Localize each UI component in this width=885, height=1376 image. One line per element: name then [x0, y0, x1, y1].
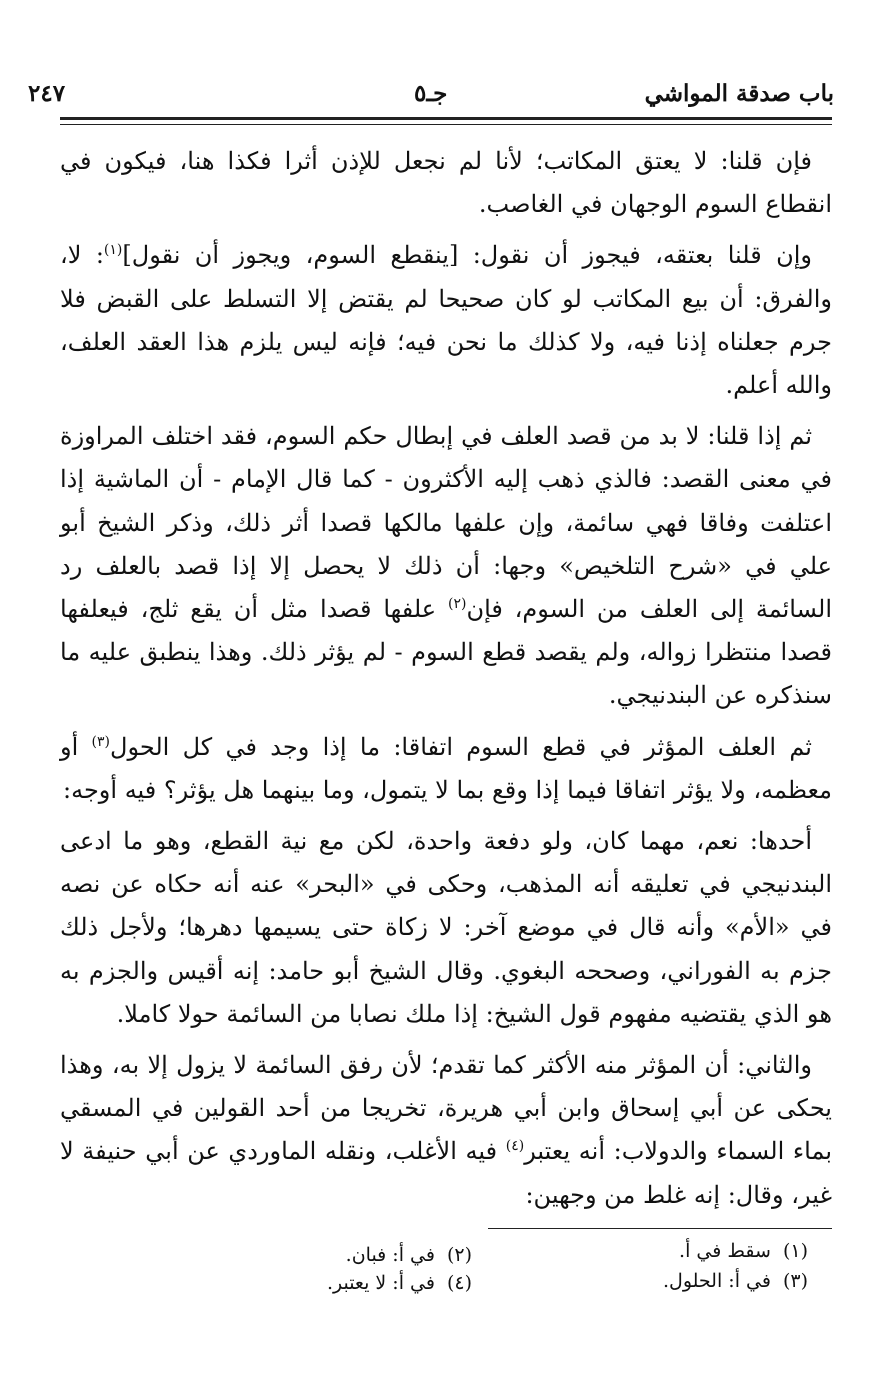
paragraph-text: وإن قلنا بعتقه، فيجوز أن نقول: [ينقطع السوم، ويجوز أن نقول] [122, 241, 812, 270]
page-header [28, 80, 834, 114]
volume-label: جـ٥ [414, 80, 448, 107]
paragraph-2 [60, 234, 832, 407]
main-text [60, 140, 832, 1225]
footnote-2 [346, 1242, 472, 1268]
paragraph-text: ثم إذا قلنا: لا بد من قصد العلف في إبطال حكم السوم، فقد اختلف المراوزة في معنى القصد: فالذي ذهب إليه الأكثرون - كما قال الإمام - أن الماشية إذا اعتلفت وفاقا فهي سائمة، وإن علفها مالكها قصدا أثر ذلك، وذكر الشيخ أبو علي في «شرح التلخيص» وجها: أن ذلك لا يحصل إلا إذا قصد بالعلف رد السائمة إلى العلف من السوم، فإن [60, 422, 833, 624]
footnote-ref: (١) [103, 242, 123, 259]
footnote-text: في أ: الحلول. [662, 1270, 771, 1292]
paragraph-3 [60, 415, 832, 717]
paragraph-text: ثم العلف المؤثر في قطع السوم اتفاقا: ما إذا وجد في كل الحول [110, 732, 812, 761]
footnote-ref: (٢) [447, 596, 467, 613]
paragraph-text: والثاني: أن المؤثر منه الأكثر كما تقدم؛ لأن رفق السائمة لا يزول إلا به، وهذا يحكى عن أبي إسحاق وابن أبي هريرة، تخريجا من أحد القولين في المسقي بماء السماء والدولاب: أنه يعتبر [60, 1051, 833, 1166]
header-rule [60, 117, 832, 120]
footnote-text: سقط في أ. [679, 1240, 771, 1262]
footnote-ref: (٣) [91, 733, 111, 750]
footnote-number: (٤) [446, 1272, 472, 1294]
paragraph-text: : لا، والفرق: أن بيع المكاتب لو كان صحيحا لم يقتض إلا التسلط على القبض فلا جرم جعلناه إذنا فيه، ولا كذلك ما نحن فيه؛ فإنه ليس يلزم هذا العقد العلف، والله أعلم. [60, 241, 832, 400]
header-rule-thin [60, 124, 832, 125]
chapter-title: باب صدقة المواشي [644, 80, 834, 107]
paragraph-text: فيه الأغلب، ونقله الماوردي عن أبي حنيفة لا غير، وقال: إنه غلط من وجهين: [60, 1137, 832, 1209]
footnote-ref: (٤) [505, 1138, 525, 1155]
paragraph-text: علفها قصدا مثل أن يقع ثلج، فيعلفها قصدا منتظرا زواله، ولم يقصد قطع السوم - لم يؤثر ذلك. وهذا ينطبق عليه ما سنذكره عن البندنيجي. [60, 595, 832, 710]
page-number: ٢٤٧ [28, 80, 66, 107]
footnote-1 [679, 1238, 808, 1264]
paragraph-4 [60, 726, 832, 812]
footnote-number: (١) [782, 1240, 808, 1262]
paragraph-1: فإن قلنا: لا يعتق المكاتب؛ لأنا لم نجعل للإذن أثرا فكذا هنا، فيكون في انقطاع السوم الوجهان في الغاصب. [60, 147, 832, 219]
footnote-text: في أ: فبان. [345, 1244, 435, 1266]
footnote-text: في أ: لا يعتبر. [326, 1272, 435, 1294]
paragraph-6 [60, 1044, 832, 1217]
footnote-4 [327, 1270, 472, 1296]
footnote-number: (٣) [782, 1270, 808, 1292]
paragraph-5: أحدها: نعم، مهما كان، ولو دفعة واحدة، لكن مع نية القطع، وهو ما ادعى البندنيجي في تعليقه أنه المذهب، وحكى في «البحر» عنه أنه حكاه عن نصه في «الأم» وأنه قال في موضع آخر: لا زكاة حتى يسيمها دهرها؛ ولأجل ذلك جزم به الفوراني، وصححه البغوي. وقال الشيخ أبو حامد: إنه أقيس والجزم به هو الذي يقتضيه مفهوم قول الشيخ: إذا ملك نصابا من السائمة حولا كاملا. [60, 827, 832, 1028]
paragraph-text: أو معظمه، ولا يؤثر اتفاقا فيما إذا وقع بما لا يتمول، وما بينهما هل يؤثر؟ فيه أوجه: [60, 732, 832, 804]
footnote-number: (٢) [446, 1244, 472, 1266]
footnote-rule [488, 1228, 832, 1229]
footnotes [60, 1238, 832, 1308]
footnote-3 [663, 1268, 808, 1294]
